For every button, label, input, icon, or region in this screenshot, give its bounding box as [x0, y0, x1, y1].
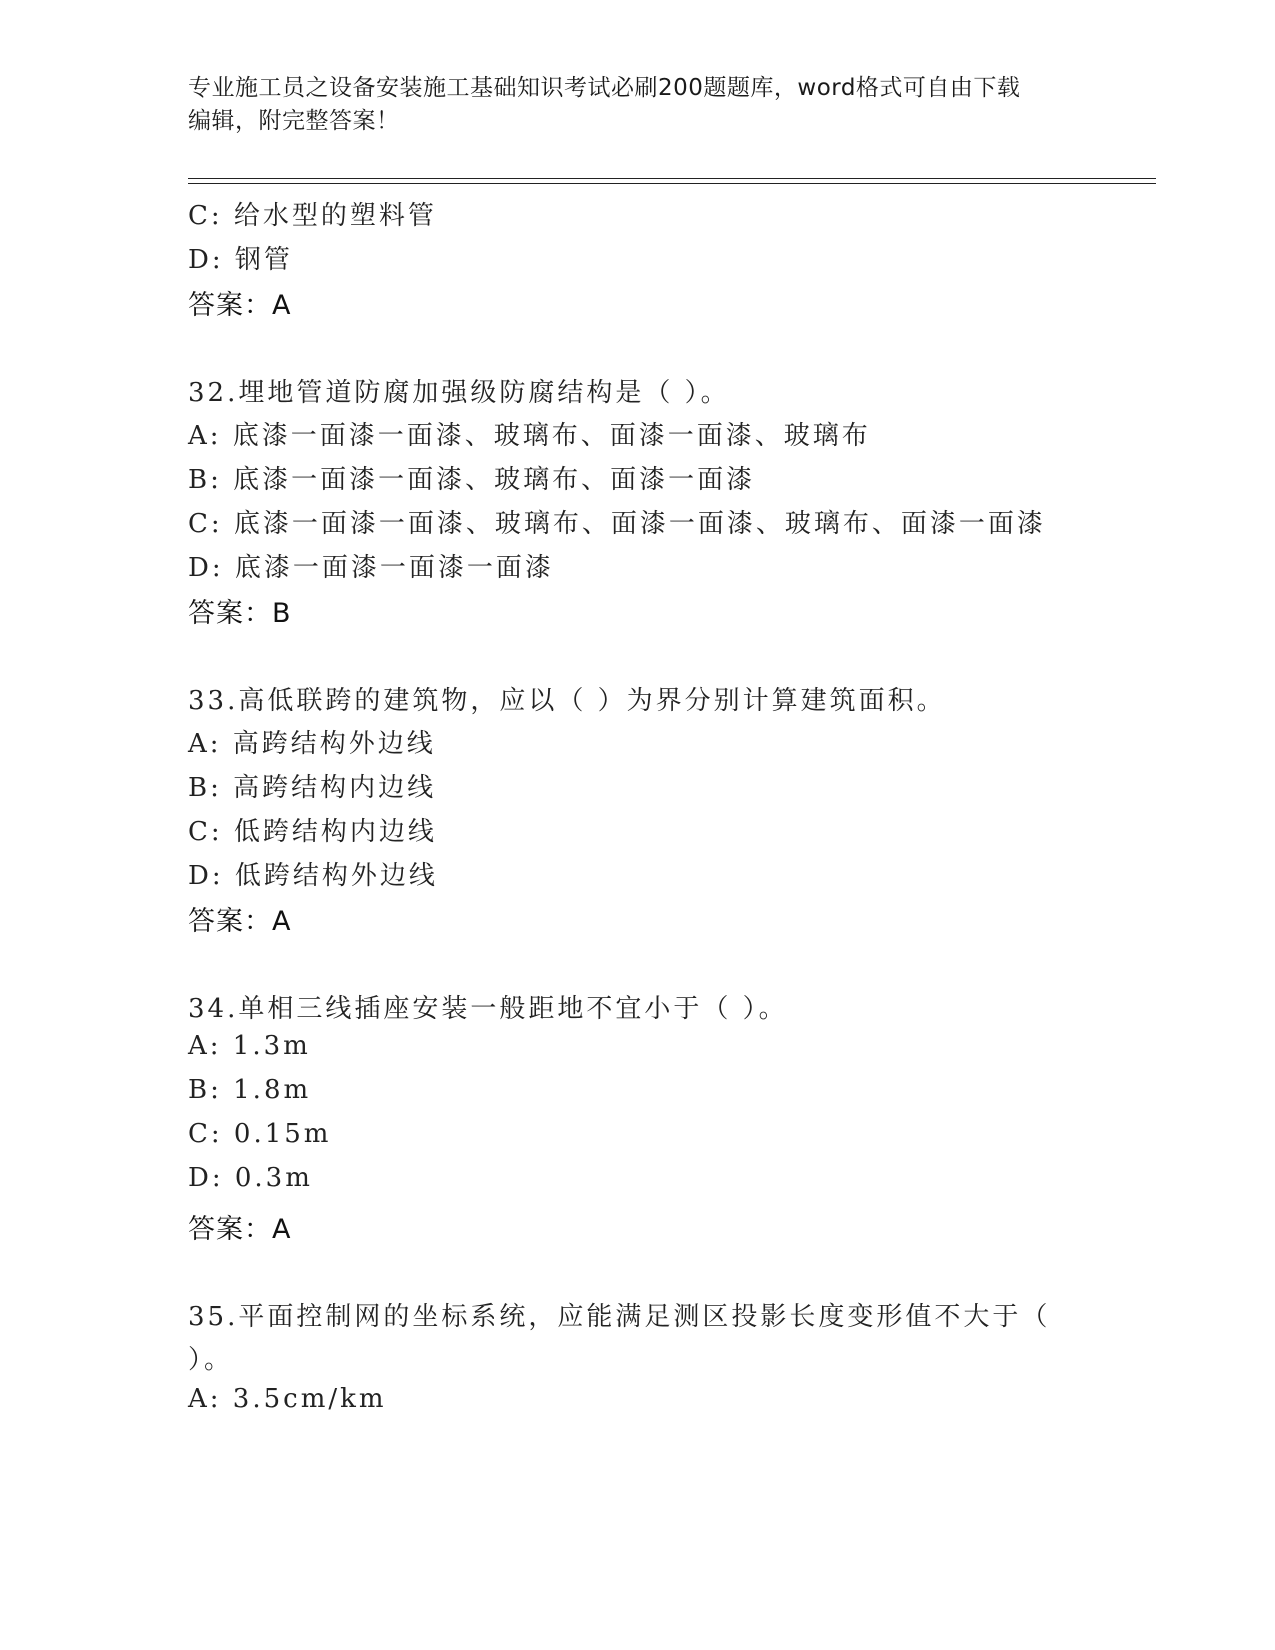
- question-text-line-1: 35.平面控制网的坐标系统，应能满足测区投影长度变形值不大于（: [188, 1302, 1051, 1332]
- question-text: 34.单相三线插座安装一般距地不宜小于（ ）。: [188, 994, 788, 1024]
- question-text: 33.高低联跨的建筑物，应以（ ）为界分别计算建筑面积。: [188, 686, 946, 716]
- option-d: D: 钢管: [188, 245, 293, 275]
- answer-label: 答案：A: [188, 906, 292, 937]
- option-d: D: 底漆一面漆一面漆一面漆: [188, 553, 554, 583]
- option-d: D: 0.3m: [188, 1163, 313, 1193]
- option-b: B: 高跨结构内边线: [188, 773, 437, 803]
- answer-label: 答案：A: [188, 290, 292, 321]
- header-divider-bottom: [188, 183, 1156, 184]
- option-a: A: 3.5cm/km: [188, 1384, 387, 1414]
- option-a: A: 底漆一面漆一面漆、玻璃布、面漆一面漆、玻璃布: [188, 421, 871, 451]
- option-a: A: 1.3m: [188, 1031, 311, 1061]
- option-c: C: 低跨结构内边线: [188, 817, 437, 847]
- header-title-line-2: 编辑，附完整答案！: [188, 108, 400, 134]
- option-c: C: 给水型的塑料管: [188, 201, 437, 231]
- option-c: C: 0.15m: [188, 1119, 332, 1149]
- option-a: A: 高跨结构外边线: [188, 729, 436, 759]
- option-d: D: 低跨结构外边线: [188, 861, 438, 891]
- header-divider-top: [188, 178, 1156, 179]
- option-b: B: 底漆一面漆一面漆、玻璃布、面漆一面漆: [188, 465, 756, 495]
- header-title-line-1: 专业施工员之设备安装施工基础知识考试必刷200题题库，word格式可自由下载: [188, 75, 1021, 101]
- answer-label: 答案：B: [188, 598, 292, 629]
- option-c: C: 底漆一面漆一面漆、玻璃布、面漆一面漆、玻璃布、面漆一面漆: [188, 509, 1046, 539]
- option-b: B: 1.8m: [188, 1075, 312, 1105]
- answer-label: 答案：A: [188, 1214, 292, 1245]
- question-text-line-2: ）。: [188, 1345, 234, 1375]
- document-header: [188, 72, 1088, 138]
- question-text: 32.埋地管道防腐加强级防腐结构是（ ）。: [188, 378, 730, 408]
